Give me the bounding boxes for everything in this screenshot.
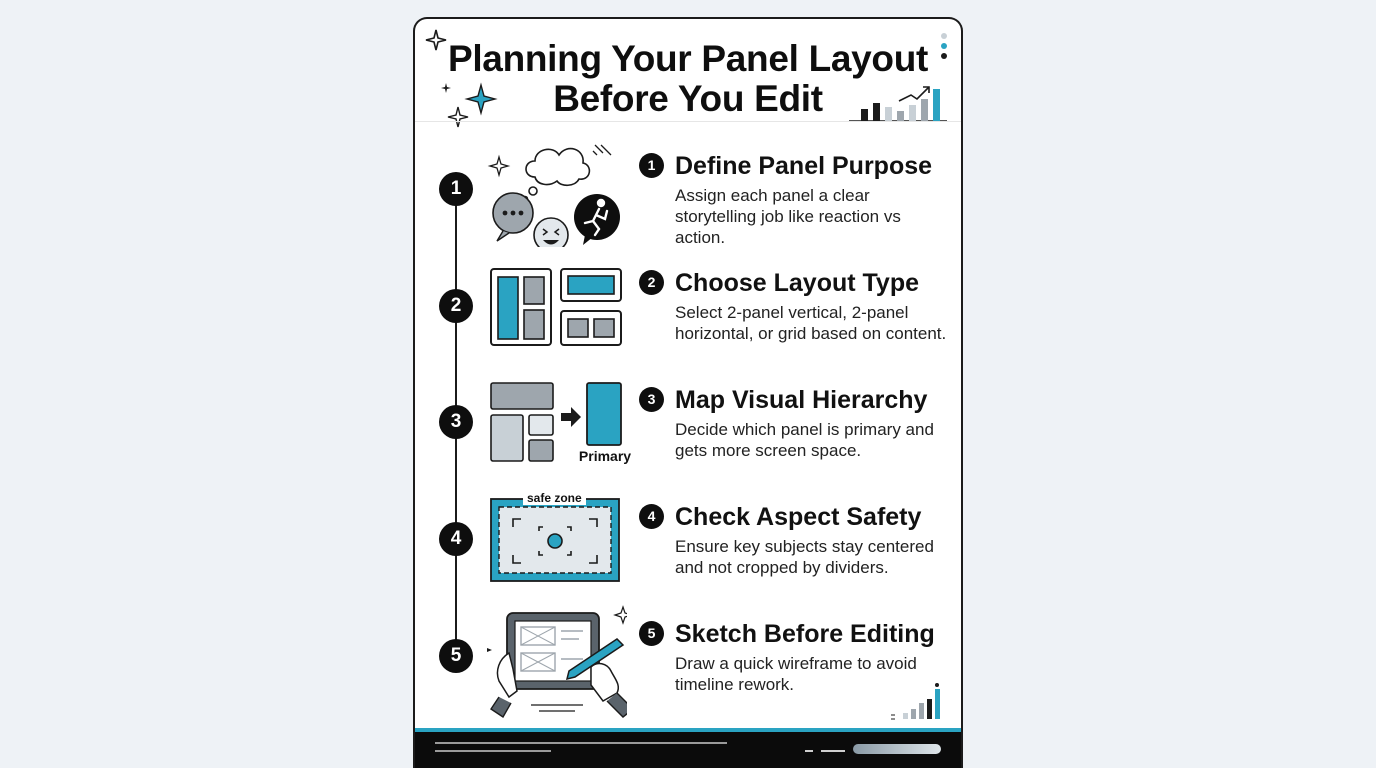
step-badge-2: 2 [639, 270, 664, 295]
step-title-5: Sketch Before Editing [675, 620, 935, 648]
title-line-1: Planning Your Panel Layout [447, 38, 929, 79]
page-title [445, 39, 931, 119]
footer-bar [415, 728, 961, 768]
safe-zone-icon [487, 497, 627, 607]
thought-bubble-icon [487, 137, 627, 247]
dots-decoration [941, 33, 947, 59]
small-bar-chart-icon [889, 683, 945, 723]
step-badge-3: 3 [639, 387, 664, 412]
footer-dot [805, 750, 813, 752]
sparkle-icon [425, 29, 447, 51]
step-badge-4: 4 [639, 504, 664, 529]
step-desc-4: Ensure key subjects stay centered and not cropped by dividers. [675, 537, 934, 577]
step-desc-1: Assign each panel a clear storytelling job like reaction vs action. [675, 186, 901, 247]
step-title-1: Define Panel Purpose [675, 152, 933, 180]
step-title-4: Check Aspect Safety [675, 503, 922, 531]
step-number-4: 4 [439, 522, 473, 556]
step-number-2: 2 [439, 289, 473, 323]
step-badge-1: 1 [639, 153, 664, 178]
primary-label: Primary [578, 448, 632, 464]
step-desc-2: Select 2-panel vertical, 2-panel horizontal, or grid based on content. [675, 303, 947, 343]
step-desc-3: Decide which panel is primary and gets more screen space. [675, 420, 934, 460]
layout-grid-icon [487, 264, 627, 374]
step-badge-5: 5 [639, 621, 664, 646]
title-line-2: Before You Edit [553, 78, 823, 119]
infographic-card [413, 17, 963, 768]
footer-dot [821, 750, 845, 752]
step-number-5: 5 [439, 639, 473, 673]
step-title-2: Choose Layout Type [675, 269, 920, 297]
header-divider [415, 121, 961, 122]
hierarchy-icon [487, 381, 627, 491]
step-desc-5: Draw a quick wireframe to avoid timeline rework. [675, 654, 917, 694]
footer-line [435, 742, 727, 744]
footer-line [435, 750, 551, 752]
footer-progress-pill [853, 744, 941, 754]
step-title-3: Map Visual Hierarchy [675, 386, 928, 414]
tablet-sketch-icon [487, 605, 627, 723]
step-number-3: 3 [439, 405, 473, 439]
safe-zone-label: safe zone [523, 491, 586, 505]
step-number-1: 1 [439, 172, 473, 206]
